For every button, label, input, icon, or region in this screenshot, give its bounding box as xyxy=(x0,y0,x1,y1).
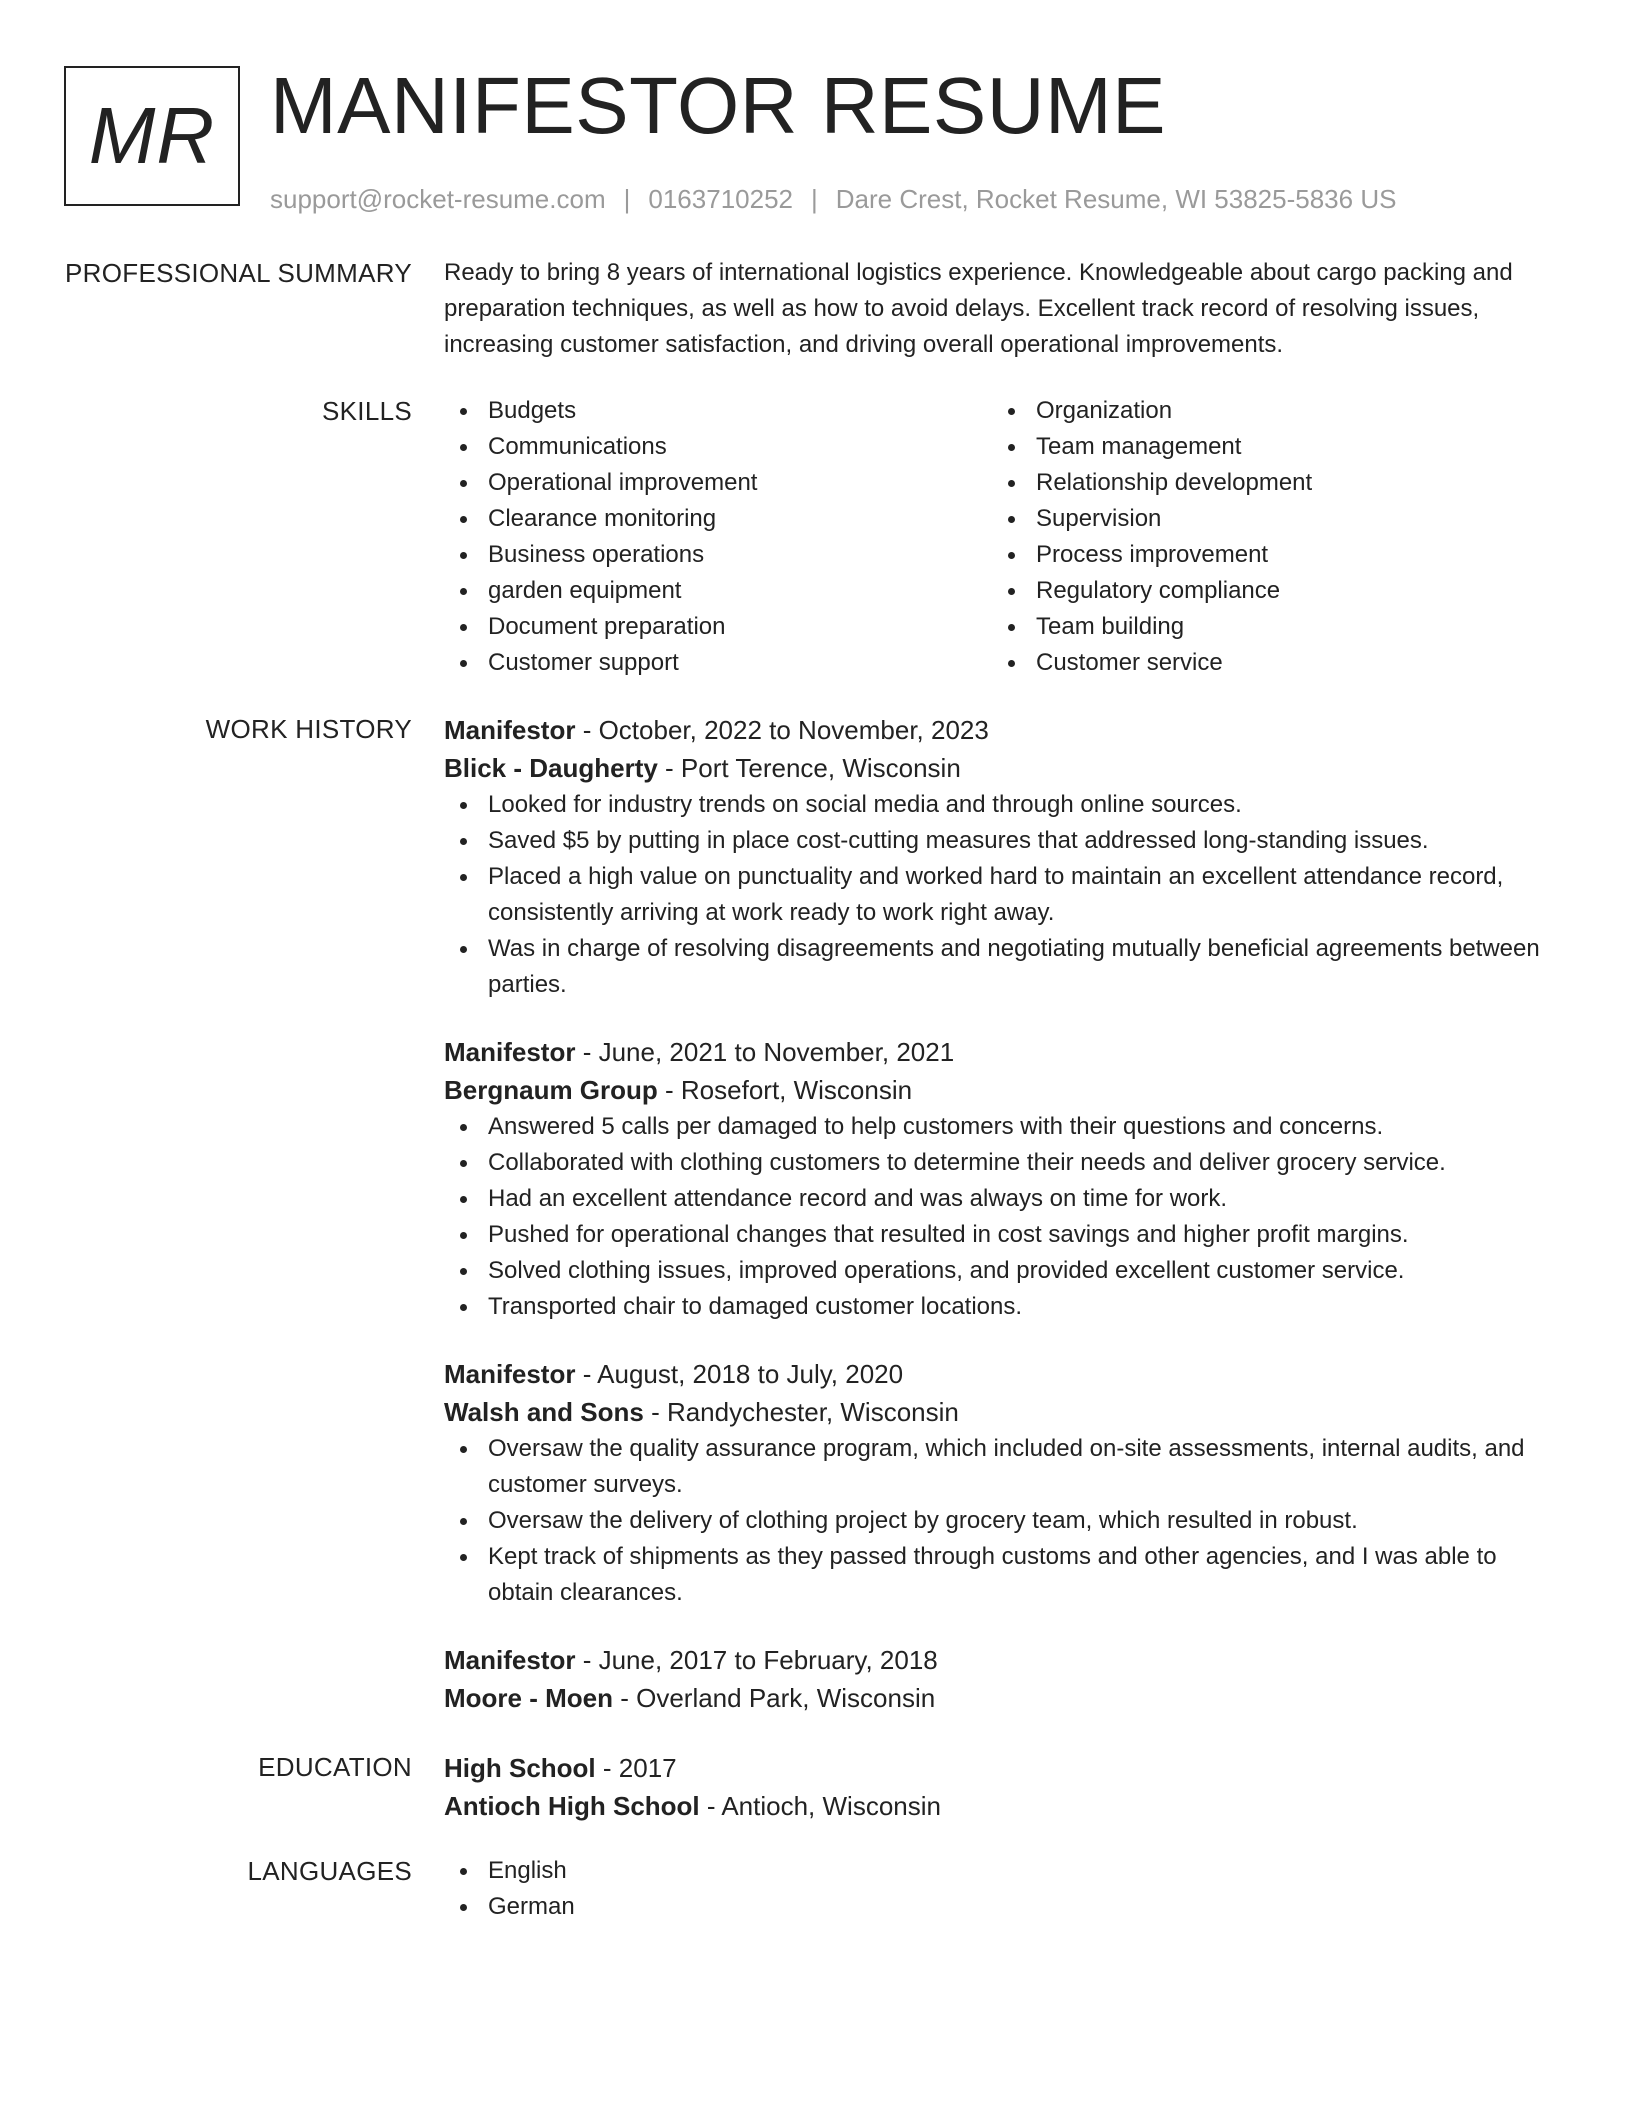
job-duty-item: Answered 5 calls per damaged to help customers with their questions and concerns. xyxy=(444,1109,1568,1145)
job-dates: - October, 2022 to November, 2023 xyxy=(575,715,989,745)
skill-item: Team management xyxy=(992,429,1540,465)
skill-item: Communications xyxy=(444,429,992,465)
skill-item: garden equipment xyxy=(444,573,992,609)
education-school: Antioch High School xyxy=(444,1791,700,1821)
job-company-line xyxy=(444,1393,1568,1431)
job-entry xyxy=(444,1033,1568,1325)
job-location: - Overland Park, Wisconsin xyxy=(613,1683,936,1713)
education-degree-line xyxy=(444,1749,1568,1787)
job-duty-item: Was in charge of resolving disagreements and negotiating mutually beneficial agreements between parties. xyxy=(444,931,1568,1003)
job-company-line xyxy=(444,1071,1568,1109)
contact-phone[interactable]: 0163710252 xyxy=(648,184,793,214)
job-entry xyxy=(444,711,1568,1003)
contact-separator: | xyxy=(623,184,631,214)
language-item: German xyxy=(444,1889,1568,1925)
languages-body xyxy=(444,1853,1568,1925)
contact-email[interactable]: support@rocket-resume.com xyxy=(270,184,606,214)
skill-item: Customer service xyxy=(992,645,1540,681)
skill-item: Organization xyxy=(992,393,1540,429)
job-duties-list xyxy=(444,1109,1568,1325)
job-title-line xyxy=(444,1355,1568,1393)
job-duty-item: Oversaw the delivery of clothing project by grocery team, which resulted in robust. xyxy=(444,1503,1568,1539)
skill-item: Supervision xyxy=(992,501,1540,537)
job-duty-item: Had an excellent attendance record and was always on time for work. xyxy=(444,1181,1568,1217)
section-label-education: EDUCATION xyxy=(258,1752,412,1782)
job-company: Blick - Daugherty xyxy=(444,753,658,783)
contact-address: Dare Crest, Rocket Resume, WI 53825-5836 US xyxy=(835,184,1397,214)
education-year: - 2017 xyxy=(595,1753,677,1783)
job-company: Walsh and Sons xyxy=(444,1397,644,1427)
job-title: Manifestor xyxy=(444,1359,576,1389)
work-section xyxy=(64,711,1568,1717)
job-company: Bergnaum Group xyxy=(444,1075,658,1105)
job-title-line xyxy=(444,1641,1568,1679)
summary-text: Ready to bring 8 years of international logistics experience. Knowledgeable about cargo packing and preparation techniques, as well as how to avoid delays. Excellent track record of resolving issues, increasing customer satisfaction, and driving overall operational improvements. xyxy=(444,259,1513,358)
job-entry xyxy=(444,1355,1568,1611)
language-item: English xyxy=(444,1853,1568,1889)
job-duty-item: Solved clothing issues, improved operations, and provided excellent customer service. xyxy=(444,1253,1568,1289)
job-dates: - August, 2018 to July, 2020 xyxy=(575,1359,904,1389)
skill-item: Customer support xyxy=(444,645,992,681)
skill-item: Document preparation xyxy=(444,609,992,645)
section-label-languages: LANGUAGES xyxy=(247,1856,412,1886)
job-duty-item: Oversaw the quality assurance program, which included on-site assessments, internal audits, and customer surveys. xyxy=(444,1431,1568,1503)
work-body xyxy=(444,711,1568,1717)
job-duty-item: Looked for industry trends on social media and through online sources. xyxy=(444,787,1568,823)
job-title: Manifestor xyxy=(444,715,576,745)
monogram-badge: MR xyxy=(64,66,240,206)
skill-item: Clearance monitoring xyxy=(444,501,992,537)
job-title: Manifestor xyxy=(444,1645,576,1675)
skills-columns xyxy=(444,393,1568,681)
job-dates: - June, 2017 to February, 2018 xyxy=(575,1645,938,1675)
job-duty-item: Kept track of shipments as they passed through customs and other agencies, and I was able to obtain clearances. xyxy=(444,1539,1568,1611)
skill-item: Regulatory compliance xyxy=(992,573,1540,609)
skill-item: Operational improvement xyxy=(444,465,992,501)
job-duties-list xyxy=(444,1431,1568,1611)
contact-separator: | xyxy=(811,184,818,214)
education-degree: High School xyxy=(444,1753,596,1783)
candidate-name: MANIFESTOR RESUME xyxy=(270,61,1166,150)
education-school-line xyxy=(444,1787,1568,1825)
job-duty-item: Placed a high value on punctuality and worked hard to maintain an excellent attendance record, consistently arriving at work ready to work right away. xyxy=(444,859,1568,931)
job-dates: - June, 2021 to November, 2021 xyxy=(575,1037,955,1067)
job-duty-item: Transported chair to damaged customer locations. xyxy=(444,1289,1568,1325)
languages-list xyxy=(444,1853,1568,1925)
job-location: - Port Terence, Wisconsin xyxy=(657,753,961,783)
job-company-line xyxy=(444,749,1568,787)
job-entry xyxy=(444,1641,1568,1717)
education-location: - Antioch, Wisconsin xyxy=(699,1791,941,1821)
skill-item: Business operations xyxy=(444,537,992,573)
header-text xyxy=(270,61,1397,215)
languages-section xyxy=(64,1853,1568,1925)
skills-list-right xyxy=(992,393,1540,681)
job-company: Moore - Moen xyxy=(444,1683,613,1713)
job-company-line xyxy=(444,1679,1568,1717)
skill-item: Process improvement xyxy=(992,537,1540,573)
skill-item: Team building xyxy=(992,609,1540,645)
job-duty-item: Collaborated with clothing customers to determine their needs and deliver grocery service. xyxy=(444,1145,1568,1181)
job-title: Manifestor xyxy=(444,1037,576,1067)
job-duty-item: Pushed for operational changes that resulted in cost savings and higher profit margins. xyxy=(444,1217,1568,1253)
skills-section xyxy=(64,393,1568,681)
job-title-line xyxy=(444,1033,1568,1071)
job-duty-item: Saved $5 by putting in place cost-cutting measures that addressed long-standing issues. xyxy=(444,823,1568,859)
education-section xyxy=(64,1749,1568,1825)
resume-header xyxy=(64,61,1568,215)
job-title-line xyxy=(444,711,1568,749)
summary-section xyxy=(64,255,1568,363)
contact-line xyxy=(270,184,1396,215)
section-label-summary: PROFESSIONAL SUMMARY xyxy=(65,258,412,288)
education-body xyxy=(444,1749,1568,1825)
section-label-work: WORK HISTORY xyxy=(205,714,412,744)
job-duties-list xyxy=(444,787,1568,1003)
job-location: - Randychester, Wisconsin xyxy=(643,1397,959,1427)
skills-body xyxy=(444,393,1568,681)
skills-list-left xyxy=(444,393,992,681)
job-location: - Rosefort, Wisconsin xyxy=(657,1075,913,1105)
section-label-skills: SKILLS xyxy=(322,396,412,426)
skill-item: Budgets xyxy=(444,393,992,429)
skill-item: Relationship development xyxy=(992,465,1540,501)
